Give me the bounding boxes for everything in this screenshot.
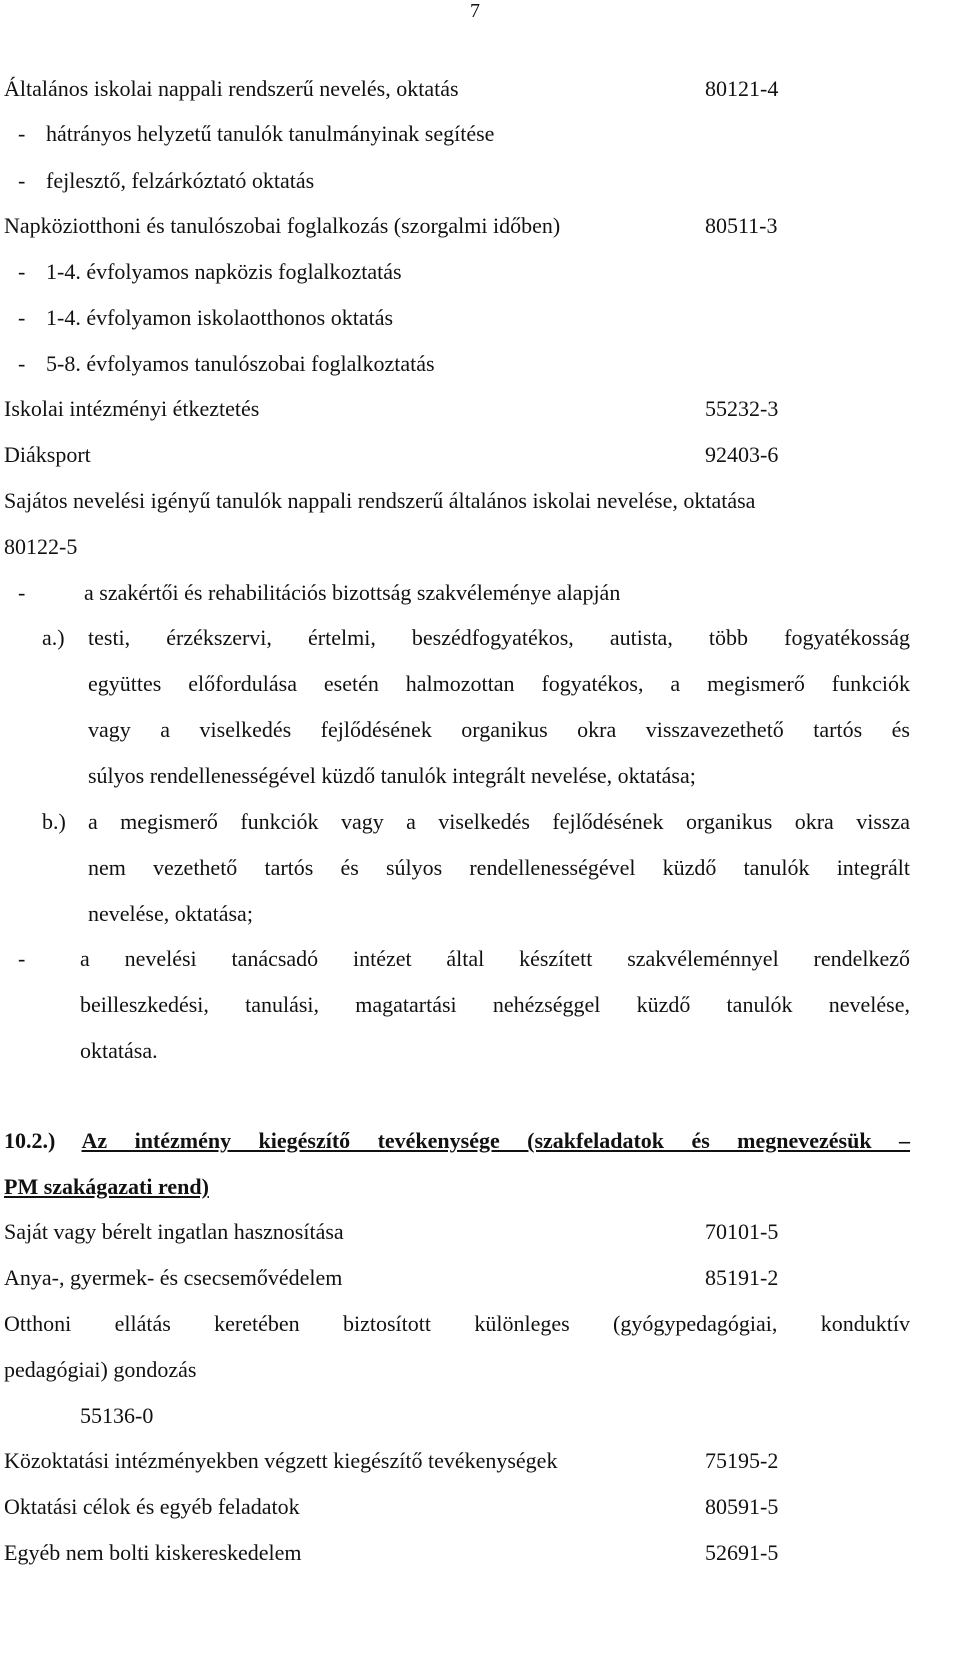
sub-item-text: 1-4. évfolyamon iskolaotthonos oktatás xyxy=(46,305,394,330)
activity-line xyxy=(4,76,955,102)
sub-item xyxy=(4,580,955,606)
activity-code: 75195-2 xyxy=(705,1448,779,1473)
sub-item xyxy=(4,121,955,147)
paragraph-a-line: vagy a viselkedés fejlődésének organikus okra visszavezethető tartós és xyxy=(88,717,910,742)
section-heading xyxy=(4,1128,910,1154)
dash-marker: - xyxy=(18,946,26,971)
activity-code: 92403-6 xyxy=(705,442,779,467)
dash-marker: - xyxy=(18,305,26,330)
activity-line xyxy=(4,1219,955,1245)
activity-code: 55232-3 xyxy=(705,396,779,421)
activity-name: Diáksport xyxy=(4,442,91,467)
sub-item-text: 5-8. évfolyamos tanulószobai foglalkoztatás xyxy=(46,351,435,376)
activity-name: Saját vagy bérelt ingatlan hasznosítása xyxy=(4,1219,344,1244)
paragraph-b-line: nevelése, oktatása; xyxy=(88,901,253,926)
paragraph-b-line: nem vezethető tartós és súlyos rendellenességével küzdő tanulók integrált xyxy=(88,855,910,880)
section-title-cont: PM szakágazati rend) xyxy=(4,1174,209,1199)
sub-item-text: 1-4. évfolyamos napközis foglalkoztatás xyxy=(46,259,402,284)
dash-marker: - xyxy=(18,351,26,376)
paragraph-a-line: együttes előfordulása esetén halmozottan fogyatékos, a megismerő funkciók xyxy=(88,671,910,696)
sub-item-text: a szakértői és rehabilitációs bizottság szakvéleménye alapján xyxy=(84,580,621,605)
activity-code: 80591-5 xyxy=(705,1494,779,1519)
activity-name: Iskolai intézményi étkeztetés xyxy=(4,396,260,421)
activity-code: 80121-4 xyxy=(705,76,779,101)
activity-line xyxy=(4,1265,955,1291)
activity-line xyxy=(4,1540,955,1566)
paragraph-c-line: oktatása. xyxy=(80,1038,158,1063)
activity-line xyxy=(4,213,955,239)
activity-line: Otthoni ellátás keretében biztosított különleges (gyógypedagógiai, konduktív xyxy=(4,1311,910,1336)
dash-marker: - xyxy=(18,580,26,605)
dash-marker: - xyxy=(18,259,26,284)
sub-item xyxy=(4,351,955,377)
activity-code: 55136-0 xyxy=(80,1403,154,1428)
dash-marker: - xyxy=(18,121,26,146)
sub-item xyxy=(4,305,955,331)
activity-name: Oktatási célok és egyéb feladatok xyxy=(4,1494,300,1519)
sub-item-text: hátrányos helyzetű tanulók tanulmányinak segítése xyxy=(46,121,495,146)
activity-line xyxy=(4,488,955,514)
item-label-b: b.) xyxy=(42,809,66,834)
section-number: 10.2.) xyxy=(4,1128,56,1153)
activity-line xyxy=(4,1494,955,1520)
activity-line: pedagógiai) gondozás xyxy=(4,1357,197,1382)
item-label-a: a.) xyxy=(42,625,65,650)
section-title: Az intézmény kiegészítő tevékenysége (szakfeladatok és megnevezésük – xyxy=(81,1128,910,1153)
activity-name: Sajátos nevelési igényű tanulók nappali rendszerű általános iskolai nevelése, oktatása xyxy=(4,488,756,513)
activity-name: Napköziotthoni és tanulószobai foglalkozás (szorgalmi időben) xyxy=(4,213,561,238)
activity-code: 85191-2 xyxy=(705,1265,779,1290)
activity-name: Anya-, gyermek- és csecsemővédelem xyxy=(4,1265,343,1290)
activity-line xyxy=(4,1448,955,1474)
sub-item xyxy=(4,168,955,194)
paragraph-a-line: testi, érzékszervi, értelmi, beszédfogyatékos, autista, több fogyatékosság xyxy=(88,625,910,650)
paragraph-c-line: beilleszkedési, tanulási, magatartási nehézséggel küzdő tanulók nevelése, xyxy=(80,992,910,1017)
sub-item-text: fejlesztő, felzárkóztató oktatás xyxy=(46,168,315,193)
paragraph-c-line: a nevelési tanácsadó intézet által készített szakvéleménnyel rendelkező xyxy=(80,946,910,971)
dash-marker: - xyxy=(18,168,26,193)
activity-line xyxy=(4,442,955,468)
activity-name: Közoktatási intézményekben végzett kiegészítő tevékenységek xyxy=(4,1448,558,1473)
activity-name: Egyéb nem bolti kiskereskedelem xyxy=(4,1540,302,1565)
activity-code: 80511-3 xyxy=(705,213,778,238)
activity-line xyxy=(4,396,955,422)
activity-code: 80122-5 xyxy=(4,534,78,559)
activity-code: 70101-5 xyxy=(705,1219,779,1244)
activity-code: 52691-5 xyxy=(705,1540,779,1565)
activity-name: Általános iskolai nappali rendszerű nevelés, oktatás xyxy=(4,76,459,101)
sub-item xyxy=(4,259,955,285)
paragraph-b-line: a megismerő funkciók vagy a viselkedés fejlődésének organikus okra vissza xyxy=(88,809,910,834)
paragraph-a-line: súlyos rendellenességével küzdő tanulók integrált nevelése, oktatása; xyxy=(88,763,696,788)
page-number: 7 xyxy=(470,0,480,22)
